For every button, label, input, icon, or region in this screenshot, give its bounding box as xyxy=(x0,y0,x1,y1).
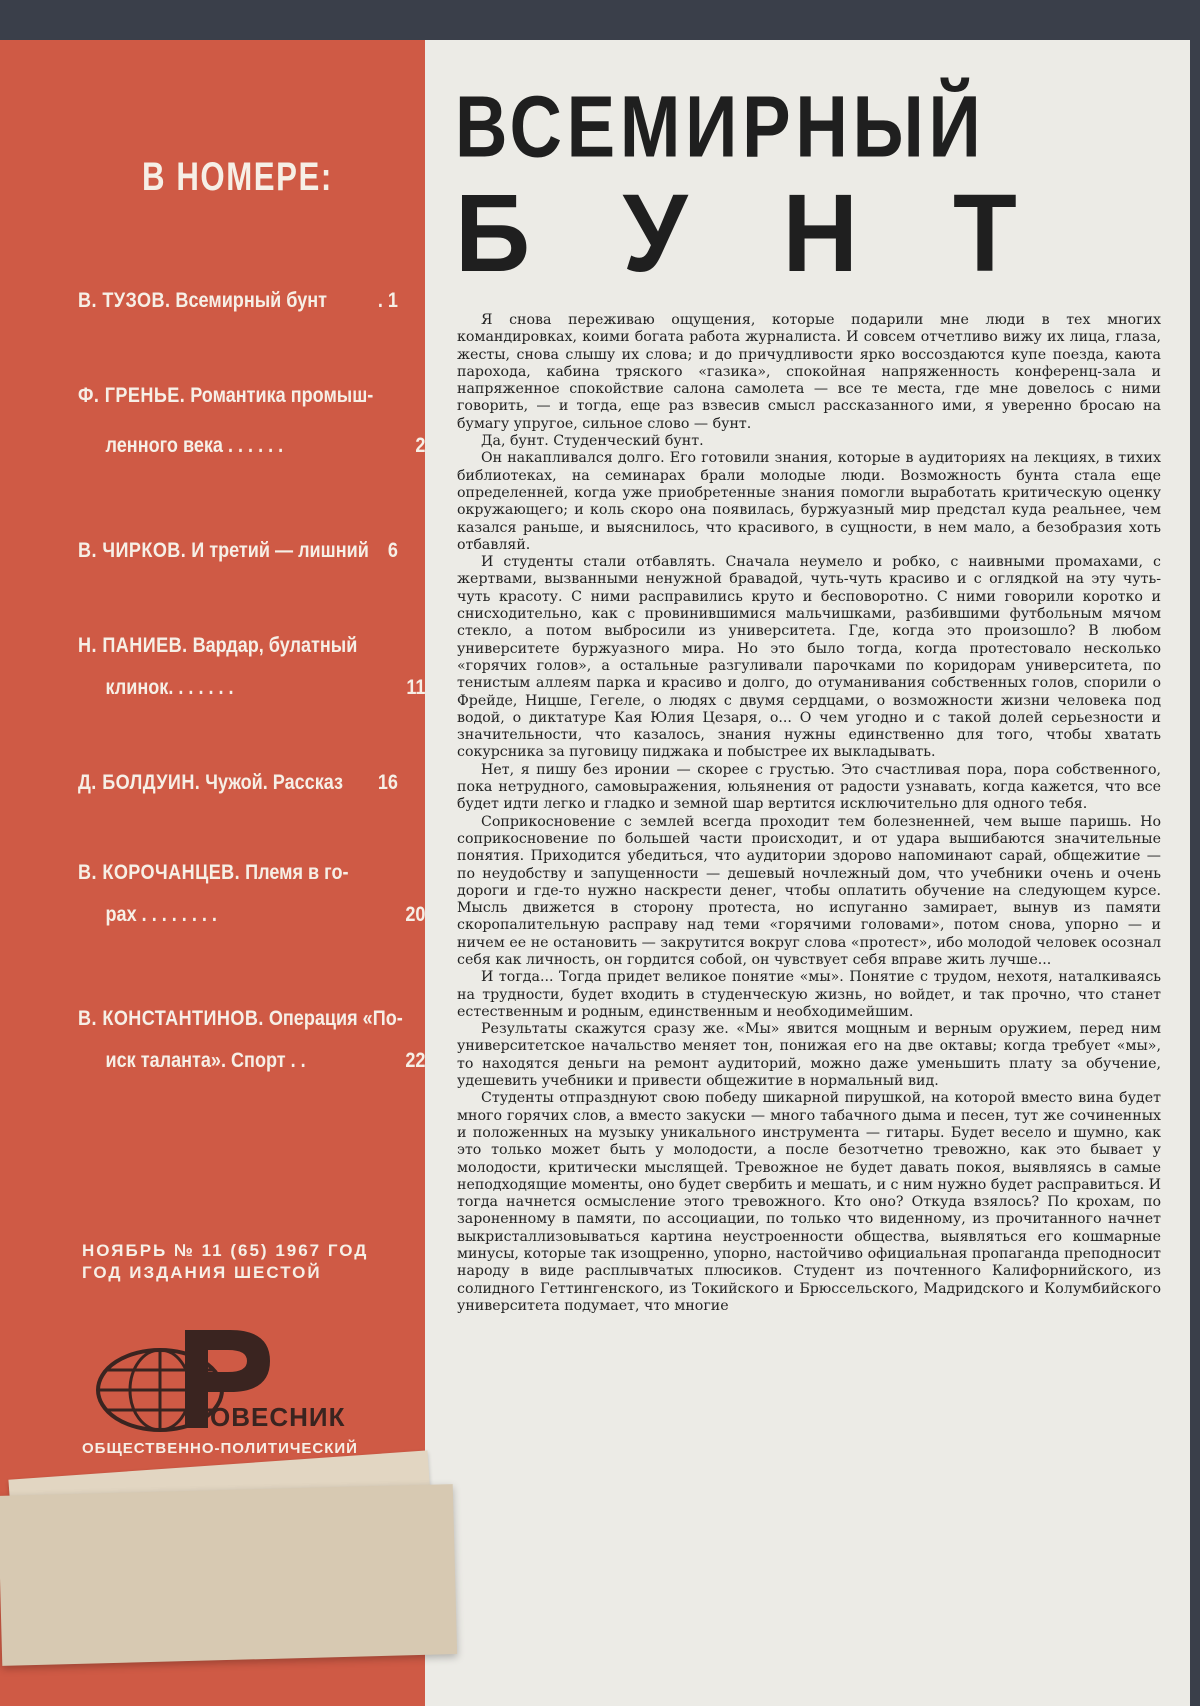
issue-date: НОЯБРЬ № 11 (65) 1967 ГОД xyxy=(82,1241,369,1260)
issue-year: ГОД ИЗДАНИЯ ШЕСТОЙ xyxy=(82,1263,322,1282)
article-body xyxy=(457,312,1161,1315)
article-paragraph: Нет, я пишу без иронии — скорее с грустью. Это счастливая пора, пора собственного, пока нетрудного, самовыражения, юльянения от радости узнавать, когда кажется, что все будет идти легко и гладко и земной шар вертится исключительно для одного тебя. xyxy=(457,761,1161,813)
article-paragraph: Да, бунт. Студенческий бунт. xyxy=(481,433,704,450)
toc-entry: В. ЧИРКОВ. И третий — лишний 6 xyxy=(78,539,398,562)
magazine-page xyxy=(0,40,1190,1706)
toc-entry: В. ТУЗОВ. Всемирный бунт . 1 xyxy=(78,289,398,312)
toc-entry: В. КОНСТАНТИНОВ. Операция «По- иск таланта». Спорт . . 22 xyxy=(78,1007,426,1072)
toc-entry: Д. БОЛДУИН. Чужой. Рассказ 16 xyxy=(78,771,398,794)
toc-entry: Ф. ГРЕНЬЕ. Романтика промыш- ленного века . . . . . . 2 xyxy=(78,384,426,457)
article-paragraph: Я снова переживаю ощущения, которые подарили мне люди в тех многих командировках, коими богата работа журналиста. И совсем отчетливо вижу их лица, глаза, жесты, снова слышу их слова; и до причудливости ярко воссоздаются купе поезда, каюта парохода, кабина тряского «газика», спокойная напряженность конференц-зала и напряженное спокойствие салона самолета — все те места, где мне довелось с ними говорить, — и тогда, еще раз взвесив смысл рассказанного ими, я уверенно бросаю на бумагу упругое, сильное слово — бунт. xyxy=(457,312,1161,432)
article-paragraph: Соприкосновение с землей всегда проходит тем болезненней, чем выше паришь. Но соприкосновение по большей части происходит, и от удара вышибаются значительные понятия. Приходится убедиться, что аудитории здорово напоминают сарай, общежитие — по неудобству и запущенности — дешевый ночлежный дом, что учебники очень и очень дороги и где-то нужно наскрести денег, чтобы оплатить обучение на следующем курсе. Мысль движется в сторону протеста, но испуганно замирает, вынув из памяти скоропалительную расправу над теми «горячими головами», потом снова, упорно — и ничем ее не остановить — закрутится вокруг слова «протест», ибо молодой человек осознал себя как личность, он гордится собой, он чувствует себя вправе жить лучше... xyxy=(457,813,1161,968)
article-title-line1: ВСЕМИРНЫЙ xyxy=(455,78,986,176)
issue-info xyxy=(82,1240,368,1284)
article-column xyxy=(455,40,1170,1706)
article-paragraph: Студенты отпразднуют свою победу шикарной пирушкой, на которой вместо вина будет много горячих слов, а вместо закуски — много табачного дыма и песен, тут же сочиненных и положенных на музыку уникального инструмента — гитары. Будет весело и шумно, как это только может быть у молодости, а после безотчетно тревожно, как это бывает у молодости, критически мыслящей. Тревожное не будет давать покоя, выявляясь в самые неподходящие моменты, оно будет свербить и мешать, и с ним нужно будет расправиться. И тогда начнется осмысление этого тревожного. Кто оно? Откуда взялось? По крохам, по зароненному в памяти, по ассоциации, по только что виденному, из прочитанного начнет выкристаллизовываться картина неустроенности общества, выявляться его кошмарные минусы, которые так изощренно, упорно, настойчиво официальная пропаганда преподносит народу в виде расплывчатых плюсиков. Студент из почтенного Калифорнийского, из солидного Геттингенского, из Токийского и Брюссельского, Мадридского и Колумбийского университета подумает, что многие xyxy=(457,1090,1161,1314)
toc-entry: В. КОРОЧАНЦЕВ. Племя в го- рах . . . . . . . . 20 xyxy=(78,861,426,926)
article-paragraph: Он накапливался долго. Его готовили знания, которые в аудиториях на лекциях, в тихих библиотеках, на семинарах брали молодые люди. Возможность бунта стала еще определенней, когда уже приобретенные знания помогли выработать критическую оценку окружающего; и коль скоро она появилась, буржуазный мир предстал куда реальнее, чем казался раньше, и выяснилось, что красивого, в сущности, в нем мало, а безобразия хоть отбавляй. xyxy=(457,450,1161,553)
article-paragraph: И студенты стали отбавлять. Сначала неумело и робко, с наивными промахами, с жертвами, вызванными ненужной бравадой, чуть-чуть красиво и с оглядкой на эту чуть-чуть красоту. С ними расправились круто и бесповоротно. С ними говорили коротко и снисходительно, как с провинившимися мальчишками, разбившими футбольным мячом стекло, а потом выбросили из университета. Где, когда это произошло? В любом университете буржуазного мира. Но это было тогда, когда протестовало несколько «горячих голов», а остальные разгуливали парочками по коридорам университета, по тенистым аллеям парка и красиво и долго, до отуманивания собственных голов, спорили о Фрейде, Ницше, Гегеле, о людях с двумя сердцами, о возможности жизни человека под водой, о диктатуре Кая Юлия Цезаря, о... О чем угодно и с такой долей серьезности и значительности, что казалось, знания нужны единственно для того, чтобы хватать сокурсника за пуговицу пиджака и побыстрее их выкладывать. xyxy=(457,554,1161,761)
article-paragraph: Результаты скажутся сразу же. «Мы» явится мощным и верным оружием, перед ним университетское начальство меняет тон, понижая его на две октавы; когда требует «мы», то находятся деньги на ремонт аудиторий, можно даже уменьшить плату за обучение, удешевить учебники и привести общежитие в нормальный вид. xyxy=(457,1021,1161,1090)
publisher-label: ОБЩЕСТВЕННО-ПОЛИТИЧЕСКИЙ xyxy=(82,1440,358,1457)
envelope xyxy=(0,1484,457,1666)
article-title-line2: БУНТ xyxy=(455,172,1112,295)
contents-heading: В НОМЕРЕ: xyxy=(142,155,333,199)
svg-text:ОВЕСНИК: ОВЕСНИК xyxy=(210,1402,346,1432)
toc-entry: Н. ПАНИЕВ. Вардар, булатный клинок. . . . . . . 11 xyxy=(78,634,426,699)
rovesnik-logo xyxy=(90,1320,410,1460)
article-paragraph: И тогда... Тогда придет великое понятие «мы». Понятие с трудом, нехотя, наталкиваясь на трудности, будет входить в студенческую жизнь, но войдет, и так прочно, что станет естественным и родным, единственным и необходимейшим. xyxy=(457,969,1161,1020)
